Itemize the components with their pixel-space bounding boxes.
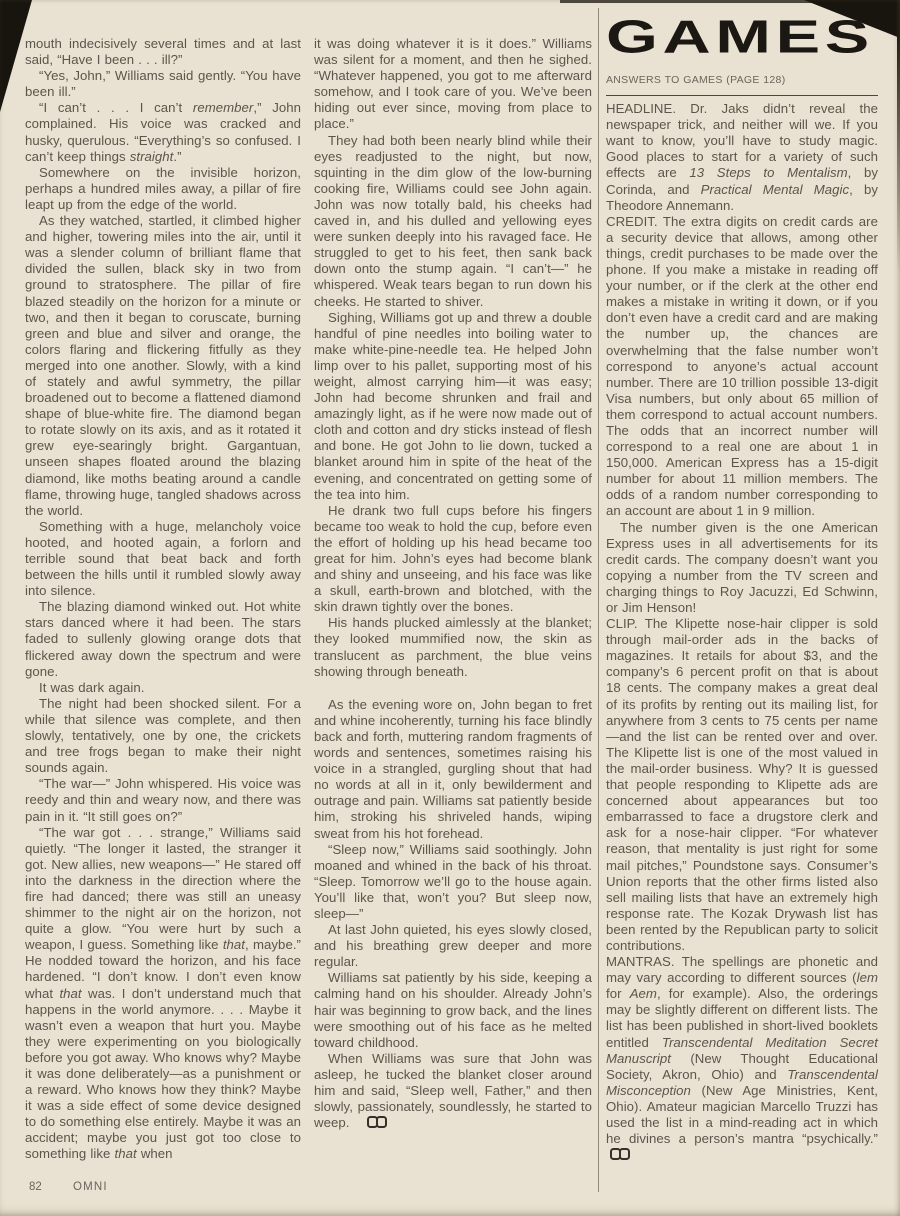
text-segment: , by Theodore Annemann.: [606, 181, 878, 213]
text-segment: mouth indecisively several times and at last said, “Have I been . . . ill?”: [25, 36, 301, 68]
text-segment: Somewhere on the invisible horizon, perhaps a hundred miles away, a pillar of fire leapt up from the edge of the world.: [25, 164, 301, 212]
paragraph: [314, 310, 592, 503]
end-of-article-icon: [353, 1116, 387, 1132]
text-segment: “The war got . . . strange,” Williams said quietly. “The longer it lasted, the stranger it got. New allies, new weapons—” He stared off into the darkness in the direction where the fire had danced; there was still an uneasy shimmer to the night air on the horizon, not quite a glow. “You were hurt by such a weapon, I guess. Something like: [25, 824, 301, 953]
text-segment: “The war—” John whispered. His voice was reedy and thin and weary now, and there was pain in it. “It still goes on?”: [25, 776, 301, 824]
paragraph: [25, 680, 301, 696]
text-segment: Williams sat patiently by his side, keeping a calming hand on his shoulder. Already John’s hair was beginning to grow back, and the lines were smoothing out of his face as he melted toward childhood.: [314, 970, 592, 1050]
text-segment: The number given is the one American Express uses in all advertisements for its credit cards. The company doesn’t want you copying a number from the TV screen and charging things to Roy Jacuzzi, Ed Schwinn, or Jim Henson!: [606, 519, 878, 615]
paragraph: [314, 970, 592, 1050]
paragraph: [314, 922, 592, 970]
italic-text: Transcendental Meditation Secret Manuscript: [606, 1034, 878, 1066]
scan-artifact-top-edge: [560, 0, 900, 3]
paragraph: [25, 165, 301, 213]
paragraph: [314, 615, 592, 679]
text-segment: MANTRAS. The spellings are phonetic and may vary according to different sources (: [606, 954, 878, 986]
paragraph: [25, 825, 301, 1163]
italic-text: lem: [856, 970, 878, 986]
text-segment: He drank two full cups before his fingers became too weak to hold the cup, before even the effort of holding up his head became too great for him. John’s eyes had become blank and shiny and unseeing, and his face was like a skull, earth-brown and blotched, with the skin drawn tightly over the bones.: [314, 502, 592, 615]
paragraph: [314, 1051, 592, 1132]
paragraph: [314, 842, 592, 922]
end-of-article-icon: [610, 1148, 630, 1164]
paragraph: [314, 503, 592, 616]
italic-text: 13 Steps to Mentalism: [689, 165, 848, 181]
story-column-1: [25, 36, 301, 1163]
text-segment: , maybe.” He nodded toward the horizon, and his face hardened. “I don’t know. I don’t even know what: [25, 937, 301, 1001]
italic-text: Transcendental Misconception: [606, 1066, 878, 1098]
paragraph: [25, 776, 301, 824]
text-segment: It was dark again.: [39, 679, 145, 695]
scan-artifact-corner-top-right: [804, 0, 900, 38]
paragraph: [25, 213, 301, 519]
paragraph: [606, 214, 878, 520]
text-segment: .”: [173, 148, 182, 164]
text-segment: “Yes, John,” Williams said gently. “You have been ill.”: [25, 68, 301, 100]
games-column: [606, 10, 878, 1164]
text-segment: As the evening wore on, John began to fret and whine incoherently, turning his face blindly back and forth, muttering random fragments of words and sentences, sometimes raising his voice in a strangled, gurgling shout that had no words at all in it, only bewilderment and outrage and pain. Williams sat patiently beside him, stroking his shriveled hands, wiping sweat from his hot forehead.: [314, 696, 592, 841]
text-segment: The blazing diamond winked out. Hot white stars danced where it had been. The stars faded to sullenly glowing orange dots that flickered away down the spectrum and were gone.: [25, 599, 301, 679]
text-segment: (New Age Ministries, Kent, Ohio). Amateur magician Marcello Truzzi has used the list in a mind-reading act in which he divines a person’s mantra “psychically.”: [606, 1082, 878, 1147]
text-segment: for: [606, 986, 630, 1002]
paragraph: [314, 133, 592, 310]
text-segment: when: [136, 1146, 173, 1162]
text-segment: Sighing, Williams got up and threw a double handful of pine needles into boiling water to make white-pine-needle tea. He helped John limp over to his pallet, supporting most of his weight, almost carrying him—it was easy; John had become shrunken and frail and amazingly light, as if he were now made out of cloth and cotton and dry sticks instead of flesh and bone. He got John to lie down, tucked a blanket around him in spite of the heat of the evening, and concentrated on getting some of the tea into him.: [314, 309, 592, 502]
text-segment: The night had been shocked silent. For a while that silence was complete, and then slowly, tentatively, one by one, the crickets and tree frogs began to make their night sounds again.: [25, 695, 301, 776]
end-of-article-square: [619, 1148, 630, 1160]
paragraph: [25, 68, 301, 100]
text-segment: (New Thought Educational Society, Akron, Ohio) and: [606, 1050, 878, 1082]
paragraph: [25, 100, 301, 164]
games-answers: [606, 101, 878, 1164]
text-segment: was. I don’t understand much that happens in the world anymore. . . . Maybe it wasn’t even a weapon that hurt you. Maybe they were experimenting on you biologically before you got away. Who knows why? Maybe it was done deliberately—as a punishment or a reward. Who knows how they think? Maybe it was a side effect of some device designed to do something else entirely. Maybe it was an accident; maybe you just got too close to something like: [25, 985, 301, 1162]
page-footer: [29, 1181, 108, 1193]
text-segment: HEADLINE. Dr. Jaks didn’t reveal the newspaper trick, and neither will we. If you want to know, you’ll have to study magic. Good places to start for a variety of such effects are: [606, 101, 878, 181]
italic-text: Practical Mental Magic: [700, 181, 850, 197]
paragraph: [25, 696, 301, 776]
italic-text: that: [59, 985, 82, 1001]
text-segment: His hands plucked aimlessly at the blanket; they looked mummified now, the skin as translucent as parchment, the blue veins showing through beneath.: [314, 615, 592, 679]
paragraph: [25, 519, 301, 599]
text-segment: , by Corinda, and: [606, 165, 878, 197]
text-segment: They had both been nearly blind while their eyes readjusted to the night, but now, squinting in the dim glow of the low-burning cooking fire, Williams could see John again. John was now totally bald, his cheeks had caved in, and his dulled and yellowing eyes were sunken deeply into his ravaged face. He struggled to get to his feet, then sank back down onto the stump again. “I can’t—” he whispered. Weak tears began to run down his cheeks. He started to shiver.: [314, 132, 592, 309]
paragraph: [314, 697, 592, 842]
italic-text: that: [222, 937, 246, 953]
italic-text: that: [114, 1146, 137, 1162]
paragraph: [25, 36, 301, 68]
games-subtitle: ANSWERS TO GAMES (PAGE 128): [606, 74, 786, 86]
magazine-name: OMNI: [73, 1181, 108, 1193]
story-column-2: [314, 36, 592, 1132]
italic-text: Aem: [629, 986, 657, 1002]
paragraph: [606, 101, 878, 214]
text-segment: “Sleep now,” Williams said soothingly. John moaned and whined in the back of his throat. “Sleep. Tomorrow we’ll go to the house again. You’ll like that, won’t you? But sleep now, sleep—”: [314, 841, 592, 921]
text-segment: it was doing whatever it is it does.” Williams was silent for a moment, and then he sighed. “Whatever happened, you got to me afterward somehow, and I took care of you. We’ve been hiding out ever since, moving from place to place.”: [314, 36, 592, 132]
paragraph: [606, 616, 878, 954]
italic-text: straight: [129, 148, 174, 164]
paragraph: [25, 599, 301, 679]
text-segment: When Williams was sure that John was asleep, he tucked the blanket closer around him and said, “Sleep well, Father,” and then slowly, passionately, soundlessly, he started to weep.: [314, 1050, 592, 1131]
end-of-article-square: [376, 1116, 387, 1128]
text-segment: ,” John complained. His voice was cracked and husky, querulous. “Everything’s so confused. I can’t keep things: [25, 100, 301, 164]
text-segment: CLIP. The Klipette nose-hair clipper is sold through mail-order ads in the backs of magazines. It retails for about $3, and the company’s 6 percent profit on that is about 18 cents. The company makes a great deal of its profits by renting out its mailing list, for anywhere from 3 cents to 75 cents per name—and the list can be rented over and over. The Klipette list is one of the most valued in the mail-order business. Why? It is guessed that people responding to Klipette ads are concerned about appearances but too embarrassed to face a drugstore clerk and ask for a nose-hair clipper. “For whatever reason, that mentality is just right for some mail pitches,” Poundstone says. Consumer’s Union reports that the other firms listed also sell mailing lists that have an extremely high response rate. The Kozak Drywash list has been rented by the Republican party to solicit contributions.: [606, 616, 878, 953]
scan-artifact-corner-top-left: [0, 0, 32, 112]
paragraph: [606, 520, 878, 617]
games-header-rule: [606, 95, 878, 96]
italic-text: remember: [192, 100, 254, 116]
text-segment: As they watched, startled, it climbed higher and higher, towering miles into the air, until it was a slender column of brilliant flame that divided the sullen, black sky in two from ground to stratosphere. The pillar of fire blazed steadily on the horizon for a minute or two, and then it began to coruscate, burning green and blue and silver and orange, the colors flaring and flickering fitfully as they merged into one another. Slowly, with a kind of stately and awful symmetry, the pillar broadened out to become a flattened diamond shape of blue-white fire. The diamond began to rotate slowly on its axis, and as it rotated it grew eye-searingly bright. Gargantuan, unseen shapes floated around the blazing diamond, like moths beating around a candle flame, throwing huge, tangled shadows across the world.: [25, 213, 301, 518]
paragraph: [606, 954, 878, 1164]
page-number: 82: [29, 1181, 42, 1193]
text-segment: , for example). Also, the orderings may be slightly different on different lists. The list has been published in short-lived booklets entitled: [606, 986, 878, 1050]
text-segment: “I can’t . . . I can’t: [39, 100, 193, 116]
text-segment: CREDIT. The extra digits on credit cards are a security device that allows, among other things, credit purchases to be made over the phone. If you make a mistake in reading off your number, or if the clerk at the other end makes a mistake in writing it down, or if you don’t even have a credit card and are making the number up, the chances are overwhelming that the false number won’t correspond to anyone’s actual account number. There are 10 trillion possible 13-digit Visa numbers, but only about 65 million of them correspond to actual account numbers. The odds that an incorrect number will correspond to a real one are about 1 in 150,000. American Express has a 15-digit number for about 11 million members. The odds of a random number corresponding to an account are about 1 in 9 million.: [606, 213, 878, 519]
paragraph: [314, 36, 592, 133]
games-logo: GAMES: [606, 10, 874, 64]
text-segment: Something with a huge, melancholy voice hooted, and hooted again, a forlorn and terrible sound that beat back and forth between the hills until it rumbled slowly away into silence.: [25, 518, 301, 599]
column-divider-rule: [598, 8, 599, 1192]
text-segment: At last John quieted, his eyes slowly closed, and his breathing grew deeper and more regular.: [314, 922, 592, 970]
